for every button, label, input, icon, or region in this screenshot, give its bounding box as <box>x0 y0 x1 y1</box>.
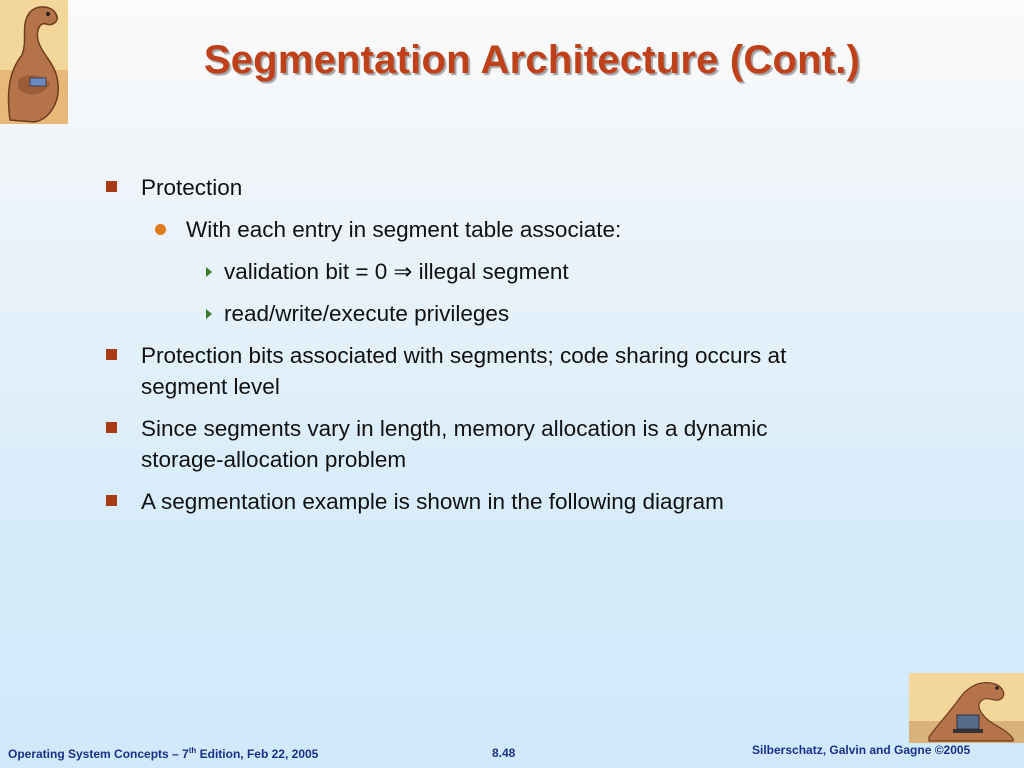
list-item-text: Protection bits associated with segments; code sharing occurs at segment level <box>141 343 787 399</box>
footer-copyright: Silberschatz, Galvin and Gagne ©2005 <box>752 743 971 757</box>
list-item <box>100 340 840 402</box>
triangle-bullet-icon <box>206 267 212 277</box>
dinosaur-laptop-icon <box>909 673 1024 743</box>
list-item <box>100 256 840 287</box>
footer-course: Operating System Concepts – 7th Edition, Feb 22, 2005 <box>8 746 319 761</box>
list-item-text: Since segments vary in length, memory allocation is a dynamic storage-allocation problem <box>141 416 768 472</box>
list-item <box>100 298 840 329</box>
list-item <box>100 214 840 245</box>
list-item-text: With each entry in segment table associate: <box>186 217 622 242</box>
square-bullet-icon <box>106 495 117 506</box>
list-item-text: read/write/execute privileges <box>224 301 510 326</box>
square-bullet-icon <box>106 181 117 192</box>
list-item-text: validation bit = 0 ⇒ illegal segment <box>224 259 569 284</box>
list-item-text: A segmentation example is shown in the following diagram <box>141 489 724 514</box>
slide-title: Segmentation Architecture (Cont.) <box>203 38 861 82</box>
list-item <box>100 486 840 517</box>
triangle-bullet-icon <box>206 309 212 319</box>
list-item <box>100 413 840 475</box>
list-item <box>100 172 840 203</box>
list-item-text: Protection <box>141 175 243 200</box>
circle-bullet-icon <box>155 224 166 235</box>
square-bullet-icon <box>106 349 117 360</box>
slide-content <box>100 172 840 528</box>
square-bullet-icon <box>106 422 117 433</box>
slide-number: 8.48 <box>492 746 516 760</box>
